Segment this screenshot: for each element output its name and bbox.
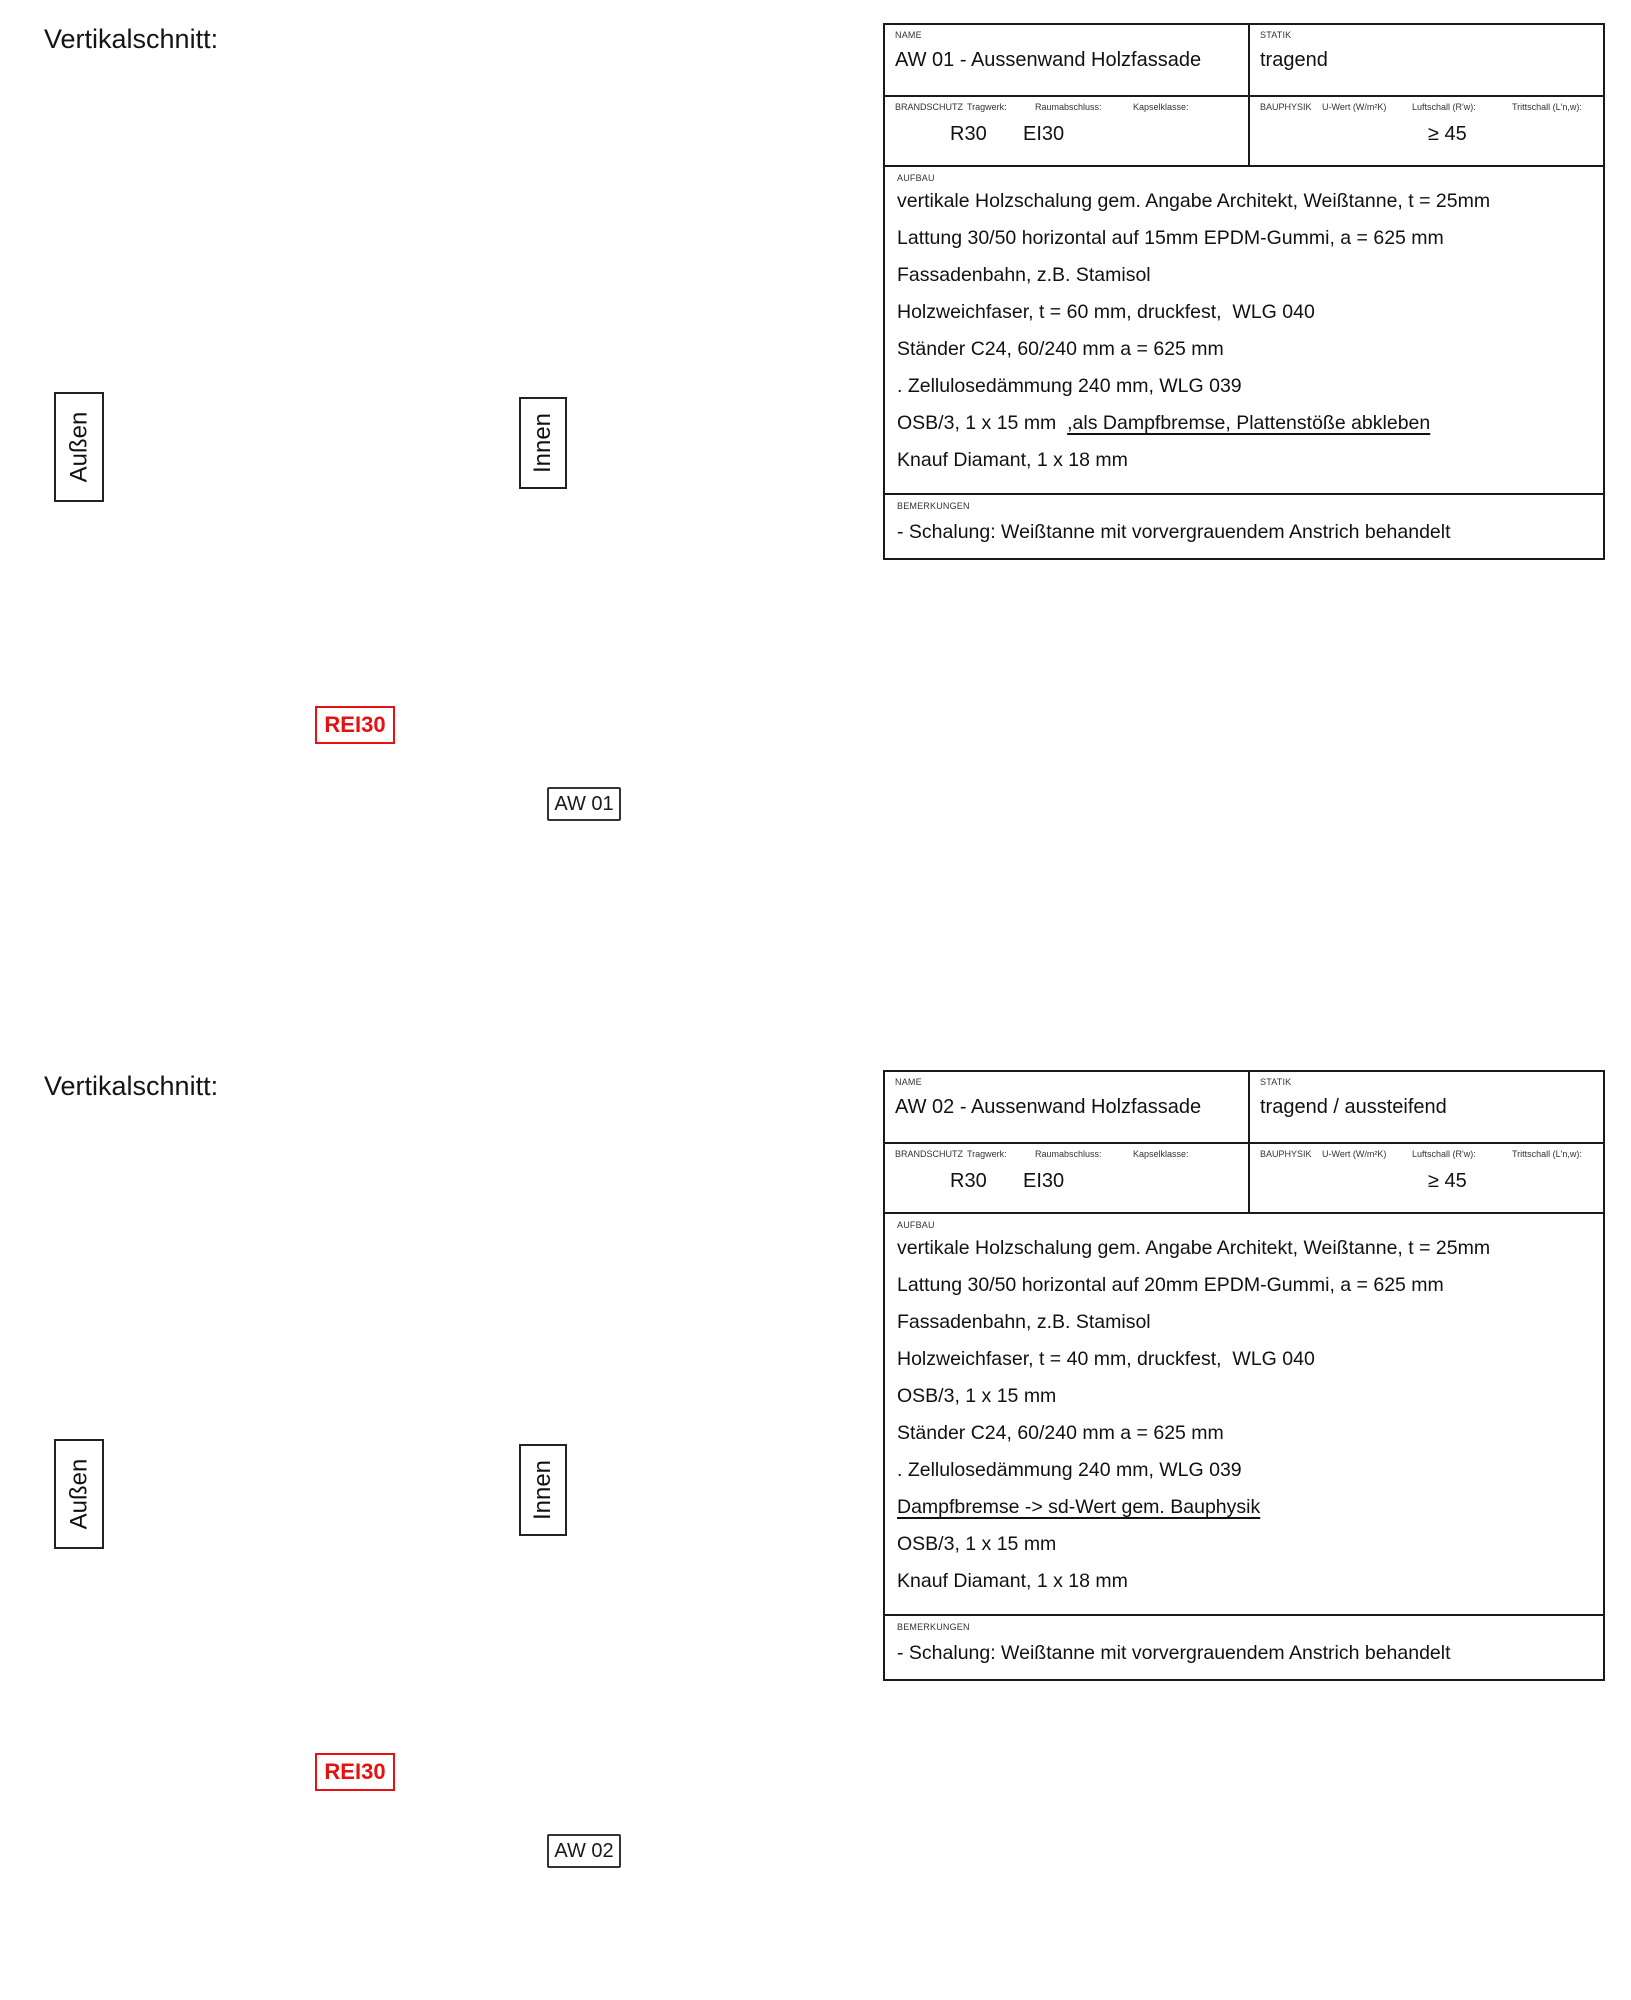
aufbau-line: OSB/3, 1 x 15 mm ,als Dampfbremse, Plattenstöße abkleben <box>897 412 1431 434</box>
outside-label-box <box>54 392 104 502</box>
aufbau-line: Fassadenbahn, z.B. Stamisol <box>897 264 1151 286</box>
bemerkungen-label: BEMERKUNGEN <box>897 501 970 511</box>
wall-name: AW 02 - Aussenwand Holzfassade <box>895 1096 1202 1118</box>
trittschall-label: Trittschall (L'n,w): <box>1512 102 1582 112</box>
aufbau-lines <box>897 183 1591 479</box>
tragwerk-label: Tragwerk: <box>967 1149 1007 1159</box>
statik-value: tragend / aussteifend <box>1260 1096 1447 1118</box>
aufbau-lines <box>897 1230 1591 1600</box>
fire-rating-badge: REI30 <box>315 1753 395 1791</box>
bemerkungen-text: - Schalung: Weißtanne mit vorvergrauendem Anstrich behandelt <box>897 521 1451 543</box>
uwert-label: U-Wert (W/m²K) <box>1322 102 1387 112</box>
outside-label-box <box>54 1439 104 1549</box>
section-title: Vertikalschnitt: <box>44 1071 219 1101</box>
table-header-row <box>885 1072 1603 1144</box>
info-table-aw01 <box>883 23 1605 560</box>
fire-physics-row <box>885 97 1603 167</box>
raumabschluss-value: EI30 <box>1023 1170 1065 1192</box>
aufbau-label: AUFBAU <box>897 1220 935 1230</box>
aufbau-line: Lattung 30/50 horizontal auf 15mm EPDM-Gummi, a = 625 mm <box>897 227 1444 249</box>
aufbau-section <box>885 167 1603 495</box>
aufbau-line: vertikale Holzschalung gem. Angabe Architekt, Weißtanne, t = 25mm <box>897 190 1491 212</box>
outside-label: Außen <box>65 411 92 483</box>
statik-label: STATIK <box>1260 30 1292 40</box>
aufbau-line: Ständer C24, 60/240 mm a = 625 mm <box>897 338 1224 360</box>
fire-rating-badge: REI30 <box>315 706 395 744</box>
aufbau-label: AUFBAU <box>897 173 935 183</box>
bemerkungen-section <box>885 1616 1603 1679</box>
table-header-row <box>885 25 1603 97</box>
bemerkungen-section <box>885 495 1603 558</box>
inside-label: Innen <box>529 412 556 474</box>
bauphysik-label: BAUPHYSIK <box>1260 1149 1312 1159</box>
brandschutz-label: BRANDSCHUTZ <box>895 1149 964 1159</box>
outside-label: Außen <box>65 1458 92 1530</box>
fire-physics-row <box>885 1144 1603 1214</box>
luftschall-label: Luftschall (R'w): <box>1412 1149 1476 1159</box>
section-title: Vertikalschnitt: <box>44 24 219 54</box>
uwert-label: U-Wert (W/m²K) <box>1322 1149 1387 1159</box>
inside-label: Innen <box>529 1459 556 1521</box>
brandschutz-label: BRANDSCHUTZ <box>895 102 964 112</box>
aufbau-line: Lattung 30/50 horizontal auf 20mm EPDM-Gummi, a = 625 mm <box>897 1274 1444 1296</box>
tragwerk-label: Tragwerk: <box>967 102 1007 112</box>
aufbau-line: Knauf Diamant, 1 x 18 mm <box>897 449 1128 471</box>
aufbau-line: OSB/3, 1 x 15 mm <box>897 1533 1057 1555</box>
raumabschluss-label: Raumabschluss: <box>1035 1149 1102 1159</box>
aufbau-line: . Zellulosedämmung 240 mm, WLG 039 <box>897 1459 1242 1481</box>
tragwerk-value: R30 <box>950 123 987 145</box>
aufbau-line: Holzweichfaser, t = 40 mm, druckfest, WLG 040 <box>897 1348 1315 1370</box>
bemerkungen-text: - Schalung: Weißtanne mit vorvergrauendem Anstrich behandelt <box>897 1642 1451 1664</box>
wall-name: AW 01 - Aussenwand Holzfassade <box>895 49 1202 71</box>
aufbau-line: . Zellulosedämmung 240 mm, WLG 039 <box>897 375 1242 397</box>
luftschall-value: ≥ 45 <box>1428 1170 1467 1192</box>
aufbau-line: Knauf Diamant, 1 x 18 mm <box>897 1570 1128 1592</box>
kapselklasse-label: Kapselklasse: <box>1133 102 1189 112</box>
aufbau-line: Ständer C24, 60/240 mm a = 625 mm <box>897 1422 1224 1444</box>
luftschall-label: Luftschall (R'w): <box>1412 102 1476 112</box>
statik-label: STATIK <box>1260 1077 1292 1087</box>
bemerkungen-label: BEMERKUNGEN <box>897 1622 970 1632</box>
aufbau-line: Dampfbremse -> sd-Wert gem. Bauphysik <box>897 1496 1261 1518</box>
aufbau-section <box>885 1214 1603 1616</box>
inside-label-box <box>519 1444 567 1536</box>
inside-label-box <box>519 397 567 489</box>
name-label: NAME <box>895 1077 922 1087</box>
name-label: NAME <box>895 30 922 40</box>
aufbau-line: Holzweichfaser, t = 60 mm, druckfest, WLG 040 <box>897 301 1315 323</box>
kapselklasse-label: Kapselklasse: <box>1133 1149 1189 1159</box>
statik-value: tragend <box>1260 49 1328 71</box>
info-table-aw02 <box>883 1070 1605 1681</box>
tragwerk-value: R30 <box>950 1170 987 1192</box>
aufbau-line: OSB/3, 1 x 15 mm <box>897 1385 1057 1407</box>
raumabschluss-label: Raumabschluss: <box>1035 102 1102 112</box>
aufbau-line: Fassadenbahn, z.B. Stamisol <box>897 1311 1151 1333</box>
wall-type-tag: AW 01 <box>547 787 621 821</box>
trittschall-label: Trittschall (L'n,w): <box>1512 1149 1582 1159</box>
aufbau-line: vertikale Holzschalung gem. Angabe Architekt, Weißtanne, t = 25mm <box>897 1237 1491 1259</box>
bauphysik-label: BAUPHYSIK <box>1260 102 1312 112</box>
wall-type-tag: AW 02 <box>547 1834 621 1868</box>
luftschall-value: ≥ 45 <box>1428 123 1467 145</box>
raumabschluss-value: EI30 <box>1023 123 1065 145</box>
